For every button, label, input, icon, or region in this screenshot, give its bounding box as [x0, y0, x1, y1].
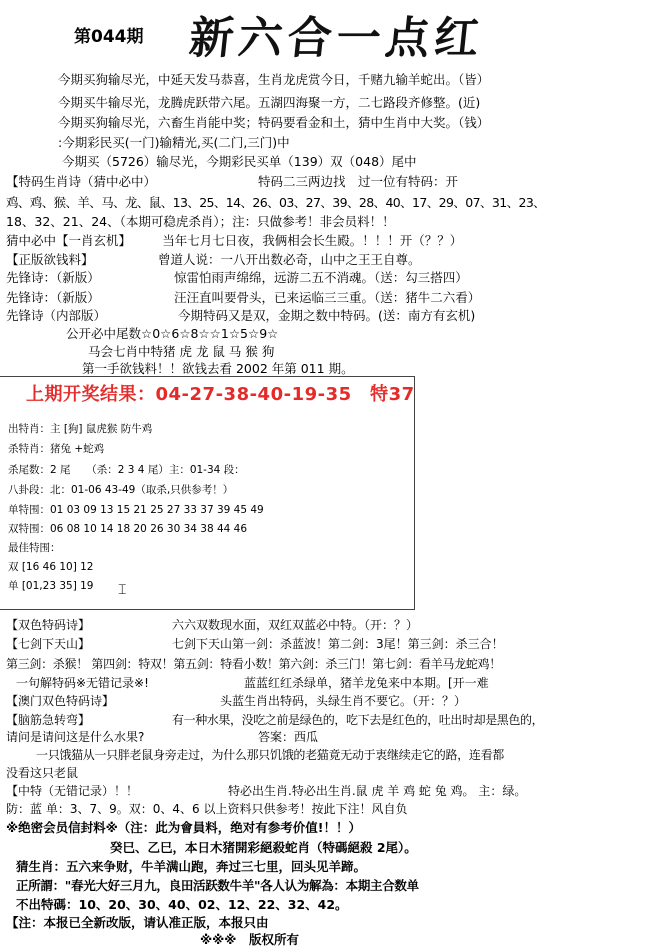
result-line-3: 杀尾数：2 尾 （杀：2 3 4 尾）主：01-34 段：	[8, 464, 245, 476]
result-line-7: 最佳特围：	[8, 542, 61, 554]
notice-line: 【注：本报已全新改版，请认准正版，本报只由	[6, 915, 269, 930]
top-line-3: 今期买狗输尽光，六畜生肖能中奖；特码要看金和土，猜中生肖中大奖。（钱）	[58, 115, 490, 130]
story-line-2: 没看这只老鼠	[6, 766, 79, 780]
first-hand-note: 第一手欲钱料！！欲钱去看 2002 年第 011 期。	[82, 361, 354, 376]
kuisi-line: 癸巳、乙巳，本日木猪開彩絕殺蛇肖（特碼絕殺 2尾）。	[110, 840, 417, 855]
pioneer-poem-1-text: 惊雷怕雨声绵绵，远游二五不消魂。（送：勾三搭四）	[174, 270, 468, 285]
zhengsuowei-line: 正所謂："春光大好三月九，良田活跃数牛羊"各人认为解為：本期主合数单	[16, 878, 419, 893]
shuangse-text: 六六双数现水面，双红双蓝必中特。（开：？）	[172, 618, 419, 632]
newspaper-title: 新六合一点红	[186, 13, 487, 64]
top-line-5: 今期买（5726）输尽光，今期彩民买单（139）双（048）尾中	[62, 154, 417, 169]
zhengban-title: 【正版欲钱料】	[6, 252, 94, 267]
naojin-answer: 答案：西瓜	[258, 730, 319, 744]
top-line-2: 今期买牛输尽光，龙腾虎跃带六尾。五湖四海聚一方，二七路段齐修整。(近)	[58, 95, 481, 110]
result-line-6: 双特围：06 08 10 14 18 20 26 30 34 38 44 46	[8, 523, 248, 535]
yiju-label: 一句解特码※无错记录※!	[16, 676, 149, 690]
poem-title: 【特码生肖诗（猜中必中）	[6, 174, 157, 189]
aomen-text: 头蓝生肖出特码，头绿生肖不要它。（开：？）	[220, 694, 467, 708]
pioneer-poem-2-text: 汪汪直叫要骨头，已来运临三三重。（送：猪牛二六看）	[174, 290, 481, 305]
naojin-text: 有一种水果，没吃之前是绿色的，吃下去是红色的，吐出时却是黑色的，	[172, 713, 544, 727]
story-line-1: 一只饿猫从一只胖老鼠身旁走过，为什么那只饥饿的老猫竟无动于衷继续走它的路，连看都	[36, 748, 505, 762]
qijian-line-2: 第三剑：杀猴！ 第四剑：特双！第五剑：特看小数！第六剑：杀三门！第七剑：看羊马龙蛇鸡！	[6, 657, 501, 671]
last-draw-result-title: 上期开奖结果：04-27-38-40-19-35 特37	[26, 384, 415, 405]
poem-line-3: 18、32、21、24、（本期可稳虎杀肖）；注：只做参考！非会员料！！	[6, 214, 395, 229]
pioneer-poem-2-label: 先锋诗：（新版）	[6, 290, 100, 305]
top-line-4: :今期彩民买(一门)输精光,买(二门,三门)中	[58, 135, 290, 150]
text-cursor-icon: ⌶	[118, 582, 127, 598]
shuangse-label: 【双色特码诗】	[6, 618, 91, 632]
top-line-1: 今期买狗输尽光，中延天发马恭喜，生肖龙虎赏今日，千赌九输羊蛇出。（皆）	[58, 72, 490, 87]
poem-right: 特码二三两边找 过一位有特码：开	[258, 174, 459, 189]
qijian-text: 七剑下天山第一剑：杀蓝波！第二剑：3尾！第三剑：杀三合！	[172, 637, 504, 651]
poem-line-2: 鸡、鸡、猴、羊、马、龙、鼠、13、25、14、26、03、27、39、28、40、17、29、07、31、23、	[6, 195, 546, 210]
mahui-seven-zodiac: 马会七肖中特猪 虎 龙 鼠 马 猴 狗	[88, 344, 275, 359]
pioneer-poem-3-label: 先锋诗（内部版）	[6, 308, 107, 323]
poem-line-4: 猜中必中【一肖玄机】 当年七月七日夜，我俩相会长生殿。！！！开（？？）	[6, 233, 463, 248]
result-line-5: 单特围：01 03 09 13 15 21 25 27 33 37 39 45 49	[8, 504, 264, 516]
zhongte-text: 特必出生肖.特必出生肖.鼠 虎 羊 鸡 蛇 兔 鸡。 主：绿。	[228, 784, 527, 798]
naojin-label: 【脑筋急转弯】	[6, 713, 91, 727]
zhongte-label: 【中特（无错记录）！！	[6, 784, 139, 798]
not-special-line: 不出特碼：10、20、30、40、02、12、22、32、42。	[16, 897, 348, 912]
naojin-question: 请问是请问这是什么水果?	[6, 730, 145, 744]
result-line-1: 出特肖：主 [狗] 鼠虎猴 防牛鸡	[8, 423, 153, 435]
result-line-9: 单 [01,23 35] 19	[8, 580, 94, 592]
issue-number: 第044期	[74, 27, 144, 47]
result-line-8: 双 [16 46 10] 12	[8, 561, 94, 573]
result-line-2: 杀特肖：猪兔 +蛇鸡	[8, 443, 105, 455]
zhengban-intro: 曾道人说：一八开出数必奇，山中之王王自尊。	[158, 252, 421, 267]
pioneer-poem-1-label: 先锋诗：（新版）	[6, 270, 100, 285]
result-line-4: 八卦段：北：01-06 43-49（取杀,只供参考！）	[8, 484, 234, 496]
yiju-text: 蓝蓝红红杀绿单，猪羊龙兔来中本期。[开一难	[244, 676, 489, 690]
fang-line: 防：蓝 单：3、7、9。双：0、4、6 以上资料只供参考！按此下注！风自负	[6, 802, 408, 816]
guess-zodiac-line: 猜生肖：五六来争财，牛羊满山跑，奔过三七里，回头见羊蹄。	[16, 859, 367, 874]
secret-member-line: ※绝密会员信封料※（注：此为會員料，绝对有参考价值!！！）	[6, 820, 362, 835]
qijian-label: 【七剑下天山】	[6, 637, 91, 651]
pioneer-poem-3-text: 今期特码又是双，金期之数中特码。(送：南方有玄机)	[178, 308, 476, 323]
aomen-label: 【澳门双色特码诗】	[6, 694, 115, 708]
gongkai-tail-numbers: 公开必中尾数☆0☆6☆8☆☆1☆5☆9☆	[66, 326, 279, 341]
copyright-line: ※※※ 版权所有	[200, 932, 299, 947]
